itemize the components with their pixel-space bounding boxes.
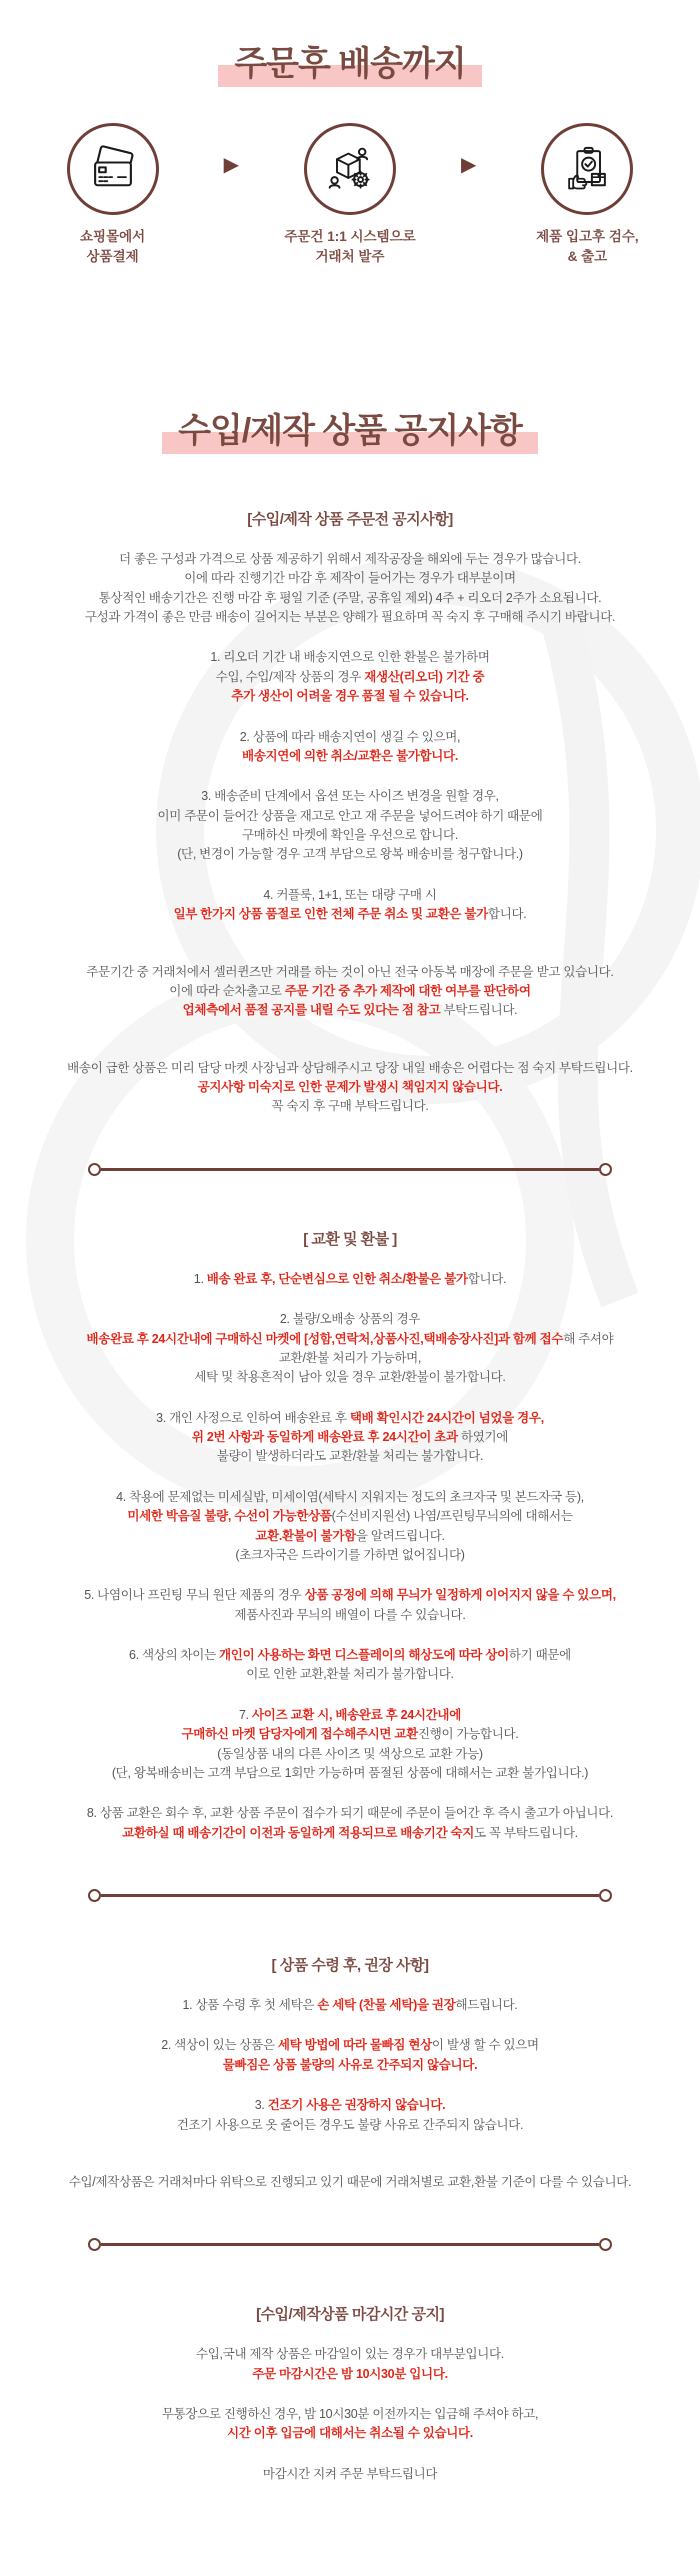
- process-step-label: 쇼핑몰에서 상품결제: [80, 229, 146, 264]
- notice-paragraph: 수입/제작상품은 거래처마다 위탁으로 진행되고 있기 때문에 거래처별로 교환,환불 기준이 다를 수 있습니다.: [68, 2174, 632, 2189]
- notice-item-8: 8. 상품 교환은 회수 후, 교환 상품 주문이 접수가 되기 때문에 주문이 들어간 후 즉시 출고가 아닙니다. 교환하실 때 배송기간이 이전과 동일하게 적용되므로 배송기간 숙지도 꼭 부탁드립니다.: [86, 1806, 614, 1840]
- title-highlight: 수입/제작 상품 공지사항: [162, 413, 538, 454]
- notice-item-6: 6. 색상의 차이는 개인이 사용하는 화면 디스플레이의 해상도에 따라 상이하기 때문에 이로 인한 교환,환불 처리가 불가합니다.: [129, 1648, 571, 1682]
- process-step-label: 제품 입고후 검수, & 출고: [536, 229, 639, 264]
- notice-item-3: 3. 건조기 사용은 권장하지 않습니다. 건조기 사용으로 옷 줄어든 경우도 불량 사유로 간주되지 않습니다.: [176, 2098, 524, 2132]
- notice-paragraph: 수입,국내 제작 상품은 마감일이 있는 경우가 대부분입니다. 주문 마감시간은 밤 10시30분 입니다.: [196, 2347, 504, 2381]
- divider-dot: [599, 1163, 612, 1176]
- order-system-icon: [304, 123, 396, 215]
- process-step-order-system: [265, 123, 435, 266]
- credit-card-icon: [67, 123, 159, 215]
- arrow-right-icon: ▶: [461, 154, 477, 177]
- inspection-icon: [541, 123, 633, 215]
- order-process-flow: [0, 123, 700, 266]
- process-step-inspection: [502, 123, 672, 266]
- divider-dot: [88, 2238, 101, 2251]
- notice-closing: 마감시간 지켜 주문 부탁드립니다: [262, 2466, 438, 2481]
- notice-item-1: 1. 배송 완료 후, 단순변심으로 인한 취소/환불은 불가합니다.: [193, 1271, 507, 1286]
- page-title-order-to-delivery: [0, 0, 700, 87]
- notice-item-1: 1. 상품 수령 후 첫 세탁은 손 세탁 (찬물 세탁)을 권장해드립니다.: [182, 1998, 518, 2013]
- section-divider: [88, 1889, 612, 1902]
- arrow-right-icon: ▶: [223, 154, 239, 177]
- section-heading-care: [ 상품 수령 후, 권장 사항]: [271, 1957, 429, 1975]
- divider-line: [101, 2243, 599, 2246]
- section-divider: [88, 1163, 612, 1176]
- section-heading-exchange: [ 교환 및 환불 ]: [303, 1230, 397, 1248]
- title-highlight: 주문후 배송까지: [218, 46, 481, 87]
- divider-line: [101, 1894, 599, 1897]
- notice-item-2: 2. 색상이 있는 상품은 세탁 방법에 따라 물빠짐 현상이 발생 할 수 있으며 물빠짐은 상품 불량의 사유로 간주되지 않습니다.: [161, 2038, 539, 2072]
- section-divider: [88, 2238, 612, 2251]
- notice-item-4: 4. 착용에 문제없는 미세실밥, 미세이염(세탁시 지워지는 정도의 초크자국 및 본드자국 등), 미세한 박음질 불량, 수선이 가능한상품(수선비지원선) 나염/프린팅무늬의에 대해서는 교환.환불이 불가함을 알려드립니다. (초크자국은 드라이기를 가하면 없어집니다): [116, 1489, 584, 1562]
- section-heading-deadline: [수입/제작상품 마감시간 공지]: [256, 2306, 444, 2324]
- process-step-label: 주문건 1:1 시스템으로 거래처 발주: [284, 229, 416, 264]
- process-step-payment: [28, 123, 198, 266]
- notice-item-3: 3. 개인 사정으로 인하여 배송완료 후 택배 확인시간 24시간이 넘었을 경우, 위 2번 사항과 동일하게 배송완료 후 24시간이 초과 하였기에 불량이 발생하더라도 교환/환불 처리는 불가합니다.: [156, 1410, 544, 1464]
- notice-item-4: 4. 커플룩, 1+1, 또는 대량 구매 시 일부 한가지 상품 품절로 인한 전체 주문 취소 및 교환은 불가합니다.: [173, 887, 527, 922]
- notice-item-2: 2. 불량/오배송 상품의 경우 배송완료 후 24시간내에 구매하신 마켓에 [성함,연락처,상품사진,택배송장사진]과 함께 접수해 주셔야 교환/환불 처리가 가능하며, 세탁 및 착용흔적이 남아 있을 경우 교환/환불이 불가합니다.: [86, 1312, 614, 1385]
- section-heading-preorder: [수입/제작 상품 주문전 공지사항]: [247, 510, 453, 528]
- notice-paragraph: 배송이 급한 상품은 미리 담당 마켓 사장님과 상담해주시고 당장 내일 배송은 어렵다는 점 숙지 부탁드립니다. 공지사항 미숙지로 인한 문제가 발생시 책임지지 않습니다. 꼭 숙지 후 구매 부탁드립니다.: [67, 1060, 633, 1114]
- notice-item-7: 7. 사이즈 교환 시, 배송완료 후 24시간내에 구매하신 마켓 담당자에게 접수해주시면 교환진행이 가능합니다. (동일상품 내의 다른 사이즈 및 색상으로 교환 가능) (단, 왕복배송비는 고객 부담으로 1회만 가능하며 품절된 상품에 대해서는 교환 불가입니다.): [111, 1707, 589, 1780]
- divider-dot: [88, 1163, 101, 1176]
- notice-paragraph: 무통장으로 진행하신 경우, 밤 10시30분 이전까지는 입금해 주셔야 하고, 시간 이후 입금에 대해서는 취소될 수 있습니다.: [161, 2407, 539, 2441]
- page-title-import-notice: [0, 413, 700, 454]
- divider-dot: [599, 2238, 612, 2251]
- notice-item-5: 5. 나염이나 프린팅 무늬 원단 제품의 경우 상품 공정에 의해 무늬가 일정하게 이어지지 않을 수 있으며, 제품사진과 무늬의 배열이 다를 수 있습니다.: [84, 1588, 616, 1622]
- notice-paragraph: 주문기간 중 거래처에서 셀러퀸즈만 거래를 하는 것이 아닌 전국 아동복 매장에 주문을 받고 있습니다. 이에 따라 순차출고로 주문 기간 중 추가 제작에 대한 여부를 판단하여 업체측에서 품절 공지를 내릴 수도 있다는 점 참고 부탁드립니다.: [86, 964, 614, 1018]
- divider-dot: [599, 1889, 612, 1902]
- divider-line: [101, 1168, 599, 1171]
- notice-item-1: 1. 리오더 기간 내 배송지연으로 인한 환불은 불가하며 수입, 수입/제작 상품의 경우 재생산(리오더) 기간 중 추가 생산이 어려울 경우 품절 될 수 있습니다.: [210, 650, 490, 704]
- notice-item-2: 2. 상품에 따라 배송지연이 생길 수 있으며, 배송지연에 의한 취소/교환은 불가합니다.: [239, 729, 461, 763]
- notice-paragraph: 더 좋은 구성과 가격으로 상품 제공하기 위해서 제작공장을 해외에 두는 경우가 많습니다. 이에 따라 진행기간 마감 후 제작이 들어가는 경우가 대부분이며 통상적인 배송기간은 진행 마감 후 평일 기준 (주말, 공휴일 제외) 4주 + 리오더 2주가 소요됩니다. 구성과 가격이 좋은 만큼 배송이 길어지는 부분은 양해가 필요하며 꼭 숙지 후 구매해 주시기 바랍니다.: [84, 551, 616, 625]
- notice-item-3: 3. 배송준비 단계에서 옵션 또는 사이즈 변경을 원할 경우, 이미 주문이 들어간 상품을 재고로 안고 재 주문을 넣어드려야 하기 때문에 구매하신 마켓에 확인을 우선으로 합니다. (단, 변경이 가능할 경우 고객 부담으로 왕복 배송비를 청구합니다.): [157, 789, 543, 862]
- divider-dot: [88, 1889, 101, 1902]
